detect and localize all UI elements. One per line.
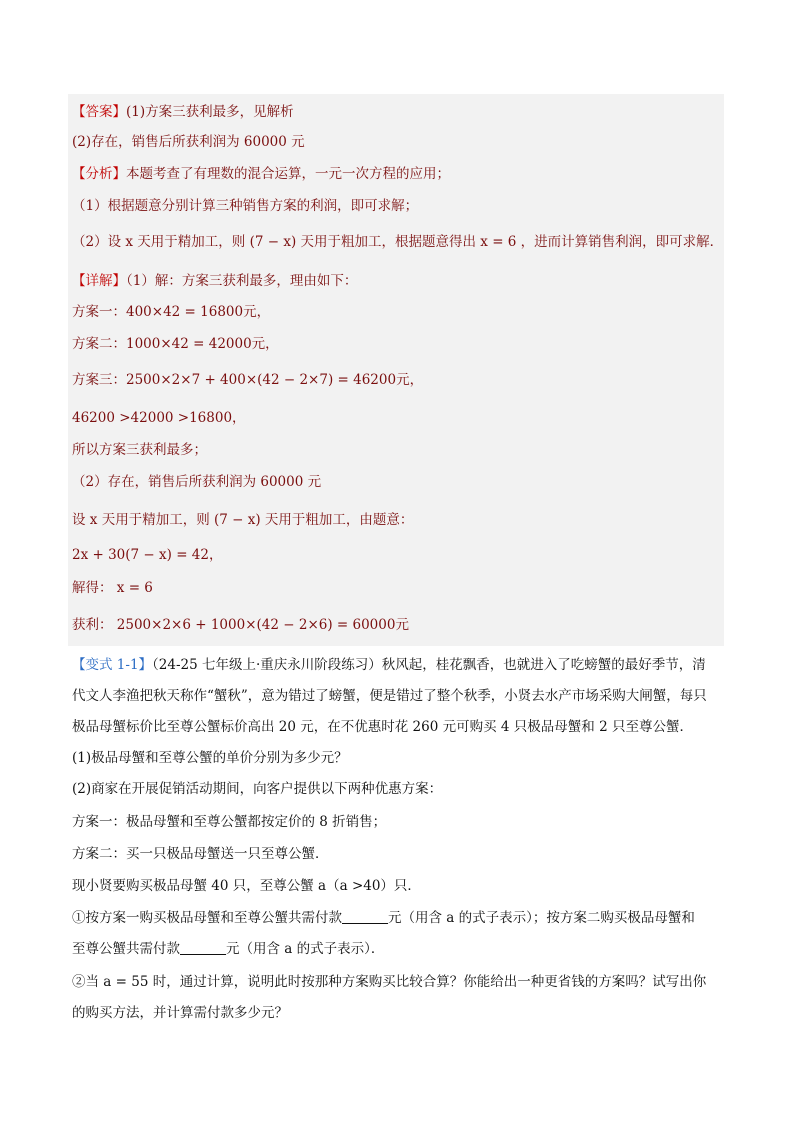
plan-1: 方案一：极品母蟹和至尊公蟹都按定价的 8 折销售； — [72, 814, 387, 830]
answer-line-2: (2)存在，销售后所获利润为 60000 元 — [72, 134, 305, 150]
analysis-point-2: （2）设 x 天用于精加工，则 (7 − x) 天用于粗加工，根据题意得出 x = 6 ，进而计算销售利润，即可求解． — [72, 234, 724, 250]
answer-text-1: (1)方案三获利最多，见解析 — [126, 104, 294, 120]
question-2: (2)商家在开展促销活动期间，向客户提供以下两种优惠方案： — [72, 781, 443, 797]
purchase-statement: 现小贤要购买极品母蟹 40 只，至尊公蟹 a（a >40）只． — [72, 878, 421, 894]
detail-profit: 获利： 2500×2×6 + 1000×(42 − 2×6) = 60000元 — [72, 617, 409, 633]
analysis-point-1: （1）根据题意分别计算三种销售方案的利润，即可求解； — [72, 198, 419, 214]
subquestion-2-cont: 的购买方法，并计算需付款多少元？ — [72, 1005, 288, 1021]
variant-line-1 — [72, 655, 706, 675]
analysis-line — [72, 164, 450, 184]
detail-conclusion: 所以方案三获利最多； — [72, 442, 207, 458]
answer-line-1 — [72, 102, 294, 122]
detail-setup: 设 x 天用于精加工，则 (7 − x) 天用于粗加工，由题意： — [72, 512, 414, 528]
detail-comparison: 46200 >42000 >16800， — [72, 410, 246, 426]
answer-blank-2[interactable] — [180, 940, 226, 955]
answer-blank-1[interactable] — [342, 909, 388, 924]
question-1: (1)极品母蟹和至尊公蟹的单价分别为多少元？ — [72, 750, 348, 766]
variant-tag: 【变式 1-1】 — [72, 657, 153, 673]
subquestion-1 — [72, 908, 695, 928]
detail-line — [72, 271, 357, 291]
detail-scheme-1: 方案一：400×42 = 16800元， — [72, 304, 271, 320]
analysis-tag: 【分析】 — [72, 166, 126, 182]
detail-intro: （1）解：方案三获利最多，理由如下： — [126, 273, 358, 289]
subquestion-1-part-a: ①按方案一购买极品母蟹和至尊公蟹共需付款 — [72, 910, 342, 926]
subquestion-1-part-c: 至尊公蟹共需付款 — [72, 941, 180, 957]
detail-solution: 解得： x = 6 — [72, 580, 153, 596]
variant-line-2: 代文人李渔把秋天称作“蟹秋”，意为错过了螃蟹，便是错过了整个秋季，小贤去水产市场采购大闸蟹，每只 — [72, 688, 707, 704]
plan-2: 方案二：买一只极品母蟹送一只至尊公蟹． — [72, 846, 329, 862]
subquestion-1-part-d: 元（用含 a 的式子表示）． — [226, 941, 385, 957]
detail-equation: 2x + 30(7 − x) = 42， — [72, 547, 223, 563]
subquestion-1-cont — [72, 939, 384, 959]
detail-part-2: （2）存在，销售后所获利润为 60000 元 — [72, 474, 322, 490]
variant-line-3: 极品母蟹标价比至尊公蟹标价高出 20 元，在不优惠时花 260 元可购买 4 只极品母蟹和 2 只至尊公蟹． — [72, 719, 693, 735]
analysis-text: 本题考查了有理数的混合运算，一元一次方程的应用； — [126, 166, 450, 182]
subquestion-1-part-b: 元（用含 a 的式子表示）；按方案二购买极品母蟹和 — [388, 910, 695, 926]
detail-tag: 【详解】 — [72, 273, 126, 289]
variant-text-1: （24-25 七年级上·重庆永川阶段练习）秋风起，桂花飘香，也就进入了吃螃蟹的最好季节，清 — [152, 657, 706, 673]
detail-scheme-3: 方案三：2500×2×7 + 400×(42 − 2×7) = 46200元， — [72, 372, 424, 388]
subquestion-2: ②当 a = 55 时，通过计算，说明此时按那种方案购买比较合算？你能给出一种更省钱的方案吗？试写出你 — [72, 974, 707, 990]
detail-scheme-2: 方案二：1000×42 = 42000元， — [72, 336, 279, 352]
answer-tag: 【答案】 — [72, 104, 126, 120]
